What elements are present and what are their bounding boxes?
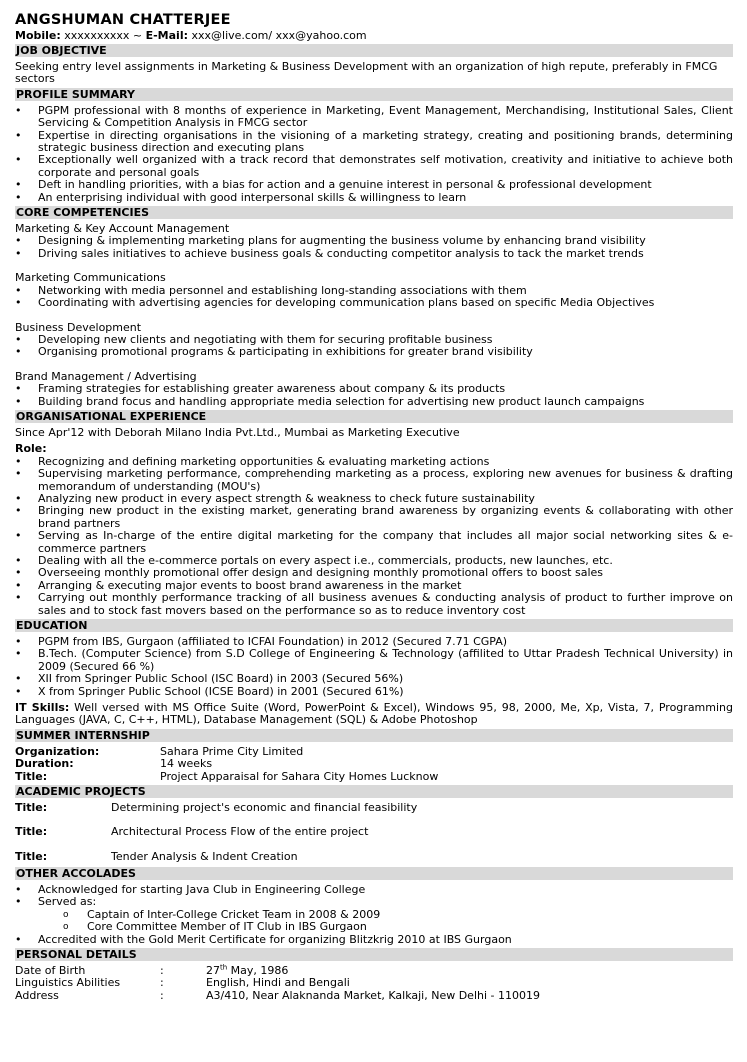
list-item — [15, 896, 733, 933]
project-row — [15, 802, 733, 826]
list-item: • An enterprising individual with good interpersonal skills & willingness to learn — [15, 192, 733, 204]
list-item: • Deft in handling priorities, with a bias for action and a genuine interest in personal & professional development — [15, 179, 733, 191]
list-item: • X from Springer Public School (ICSE Board) in 2001 (Secured 61%) — [15, 686, 733, 698]
internship-label: Title: — [15, 769, 48, 783]
project-value: Architectural Process Flow of the entire project — [111, 825, 369, 839]
competency-group-title: Business Development — [15, 320, 142, 334]
email-value: xxx@live.com/ xxx@yahoo.com — [191, 29, 367, 42]
list-item: • Dealing with all the e-commerce portals on every aspect i.e., commercials, products, new launches, etc. — [15, 555, 733, 567]
dob-suffix: th — [220, 963, 228, 972]
list-item: • Coordinating with advertising agencies for developing communication plans based on specific Media Objectives — [15, 297, 733, 309]
resume-page — [15, 12, 733, 1002]
it-skills-label: IT Skills: — [15, 701, 70, 715]
project-value: Determining project's economic and financial feasibility — [111, 801, 418, 815]
contact-line — [15, 29, 733, 42]
section-heading-profile-summary: PROFILE SUMMARY — [15, 88, 733, 101]
it-skills — [15, 702, 733, 727]
sub-list-item: o Captain of Inter-College Cricket Team in 2008 & 2009 — [15, 909, 733, 921]
personal-row-dob — [15, 965, 733, 977]
list-item: • Building brand focus and handling appropriate media selection for advertising new product launch campaigns — [15, 396, 733, 408]
list-item: • Serving as In-charge of the entire digital marketing for the company that includes all major social networking sites & e-commerce partners — [15, 530, 733, 555]
list-item: • Networking with media personnel and establishing long-standing associations with them — [15, 285, 733, 297]
email-label: E-Mail: — [145, 29, 188, 42]
personal-row-languages — [15, 977, 733, 989]
address-value: A3/410, Near Alaknanda Market, Kalkaji, New Delhi - 110019 — [206, 988, 540, 1002]
list-item: • Supervising marketing performance, comprehending marketing as a process, exploring new avenues for business & drafting memorandum of understanding (MOU's) — [15, 468, 733, 493]
section-heading-core-competencies: CORE COMPETENCIES — [15, 206, 733, 219]
section-heading-experience: ORGANISATIONAL EXPERIENCE — [15, 410, 733, 423]
list-item: • Exceptionally well organized with a track record that demonstrates self motivation, creativity and initiative to achieve both corporate and personal goals — [15, 154, 733, 179]
role-list — [15, 456, 733, 617]
colon: : — [160, 988, 164, 1002]
section-heading-job-objective: JOB OBJECTIVE — [15, 44, 733, 57]
competency-list — [15, 334, 733, 359]
list-item: • Recognizing and defining marketing opportunities & evaluating marketing actions — [15, 456, 733, 468]
list-item: • Designing & implementing marketing plans for augmenting the business volume by enhancing brand visibility — [15, 235, 733, 247]
project-row — [15, 826, 733, 850]
internship-label: Duration: — [15, 757, 74, 771]
education-list — [15, 636, 733, 698]
role-label: Role: — [15, 442, 47, 456]
sub-list — [15, 909, 733, 934]
personal-row-address — [15, 990, 733, 1002]
list-item: • Framing strategies for establishing greater awareness about company & its products — [15, 383, 733, 395]
project-label: Title: — [15, 849, 48, 863]
sub-list-item: o Core Committee Member of IT Club in IBS Gurgaon — [15, 921, 733, 933]
address-label: Address — [15, 988, 59, 1002]
internship-value: Sahara Prime City Limited — [160, 744, 304, 758]
list-item: • Accredited with the Gold Merit Certificate for organizing Blitzkrig 2010 at IBS Gurgaon — [15, 934, 733, 946]
internship-row — [15, 746, 733, 758]
project-label: Title: — [15, 825, 48, 839]
section-heading-academic-projects: ACADEMIC PROJECTS — [15, 785, 733, 798]
colon: : — [160, 963, 164, 977]
list-item: • Driving sales initiatives to achieve business goals & conducting competitor analysis to tack the market trends — [15, 248, 733, 260]
section-heading-accolades: OTHER ACCOLADES — [15, 867, 733, 880]
list-item: • B.Tech. (Computer Science) from S.D College of Engineering & Technology (affilited to Uttar Pradesh Technical University) in 2009 (Secured 66 %) — [15, 648, 733, 673]
list-item: • Expertise in directing organisations in the visioning of a marketing strategy, creating and positioning brands, determining strategic business direction and executing plans — [15, 130, 733, 155]
section-heading-education: EDUCATION — [15, 619, 733, 632]
dob-rest: May, 1986 — [227, 963, 289, 977]
internship-row — [15, 771, 733, 783]
experience-summary: Since Apr'12 with Deborah Milano India Pvt.Ltd., Mumbai as Marketing Executive — [15, 425, 460, 439]
list-item: • PGPM from IBS, Gurgaon (affiliated to ICFAI Foundation) in 2012 (Secured 7.71 CGPA) — [15, 636, 733, 648]
list-item: • Analyzing new product in every aspect strength & weakness to check future sustainability — [15, 493, 733, 505]
languages-label: Linguistics Abilities — [15, 976, 121, 990]
internship-value: Project Apparaisal for Sahara City Homes Lucknow — [160, 769, 439, 783]
internship-value: 14 weeks — [160, 757, 213, 771]
list-item: • Organising promotional programs & participating in exhibitions for greater brand visibility — [15, 346, 733, 358]
list-item: • Carrying out monthly performance tracking of all business avenues & conducting analysis of product to further improve on sales and to stock fast movers based on the performance so as to reduce inventory cost — [15, 592, 733, 617]
list-item: • Acknowledged for starting Java Club in Engineering College — [15, 884, 733, 896]
dob-label: Date of Birth — [15, 963, 86, 977]
list-item: • Developing new clients and negotiating with them for securing profitable business — [15, 334, 733, 346]
project-label: Title: — [15, 801, 48, 815]
competency-list — [15, 235, 733, 260]
job-objective-text: Seeking entry level assignments in Marketing & Business Development with an organization of high repute, preferably in FMCG sectors — [15, 60, 718, 86]
list-item: • Arranging & executing major events to boost brand awareness in the market — [15, 580, 733, 592]
project-row — [15, 851, 733, 865]
accolades-list — [15, 884, 733, 946]
section-heading-internship: SUMMER INTERNSHIP — [15, 729, 733, 742]
it-skills-text: Well versed with MS Office Suite (Word, PowerPoint & Excel), Windows 95, 98, 2000, Me, Xp, Vista, 7, Programming Languages (JAVA, C, C++, HTML), Database Management (SQL) & Adobe Photoshop — [15, 701, 733, 727]
competency-group-title: Brand Management / Advertising — [15, 369, 197, 383]
colon: : — [160, 976, 164, 990]
list-item: • Overseeing monthly promotional offer design and designing monthly promotional offers to boost sales — [15, 567, 733, 579]
competency-group-title: Marketing & Key Account Management — [15, 222, 230, 236]
list-item-text: Served as: — [38, 895, 97, 909]
competency-list — [15, 285, 733, 310]
list-item: • Bringing new product in the existing market, generating brand awareness by organizing events & collaborating with other brand partners — [15, 505, 733, 530]
candidate-name: ANGSHUMAN CHATTERJEE — [15, 12, 231, 28]
internship-row — [15, 758, 733, 770]
section-heading-personal: PERSONAL DETAILS — [15, 948, 733, 961]
internship-label: Organization: — [15, 744, 100, 758]
profile-summary-list — [15, 105, 733, 204]
dob-day: 27 — [206, 963, 220, 977]
mobile-label: Mobile: — [15, 29, 61, 42]
project-value: Tender Analysis & Indent Creation — [111, 849, 298, 863]
mobile-value: xxxxxxxxxx ~ — [64, 29, 143, 42]
list-item: • PGPM professional with 8 months of experience in Marketing, Event Management, Merchandising, Institutional Sales, Client Servicing & Competition Analysis in FMCG sector — [15, 105, 733, 130]
competency-group-title: Marketing Communications — [15, 271, 166, 285]
languages-value: English, Hindi and Bengali — [206, 976, 350, 990]
competency-list — [15, 383, 733, 408]
list-item: • XII from Springer Public School (ISC Board) in 2003 (Secured 56%) — [15, 673, 733, 685]
